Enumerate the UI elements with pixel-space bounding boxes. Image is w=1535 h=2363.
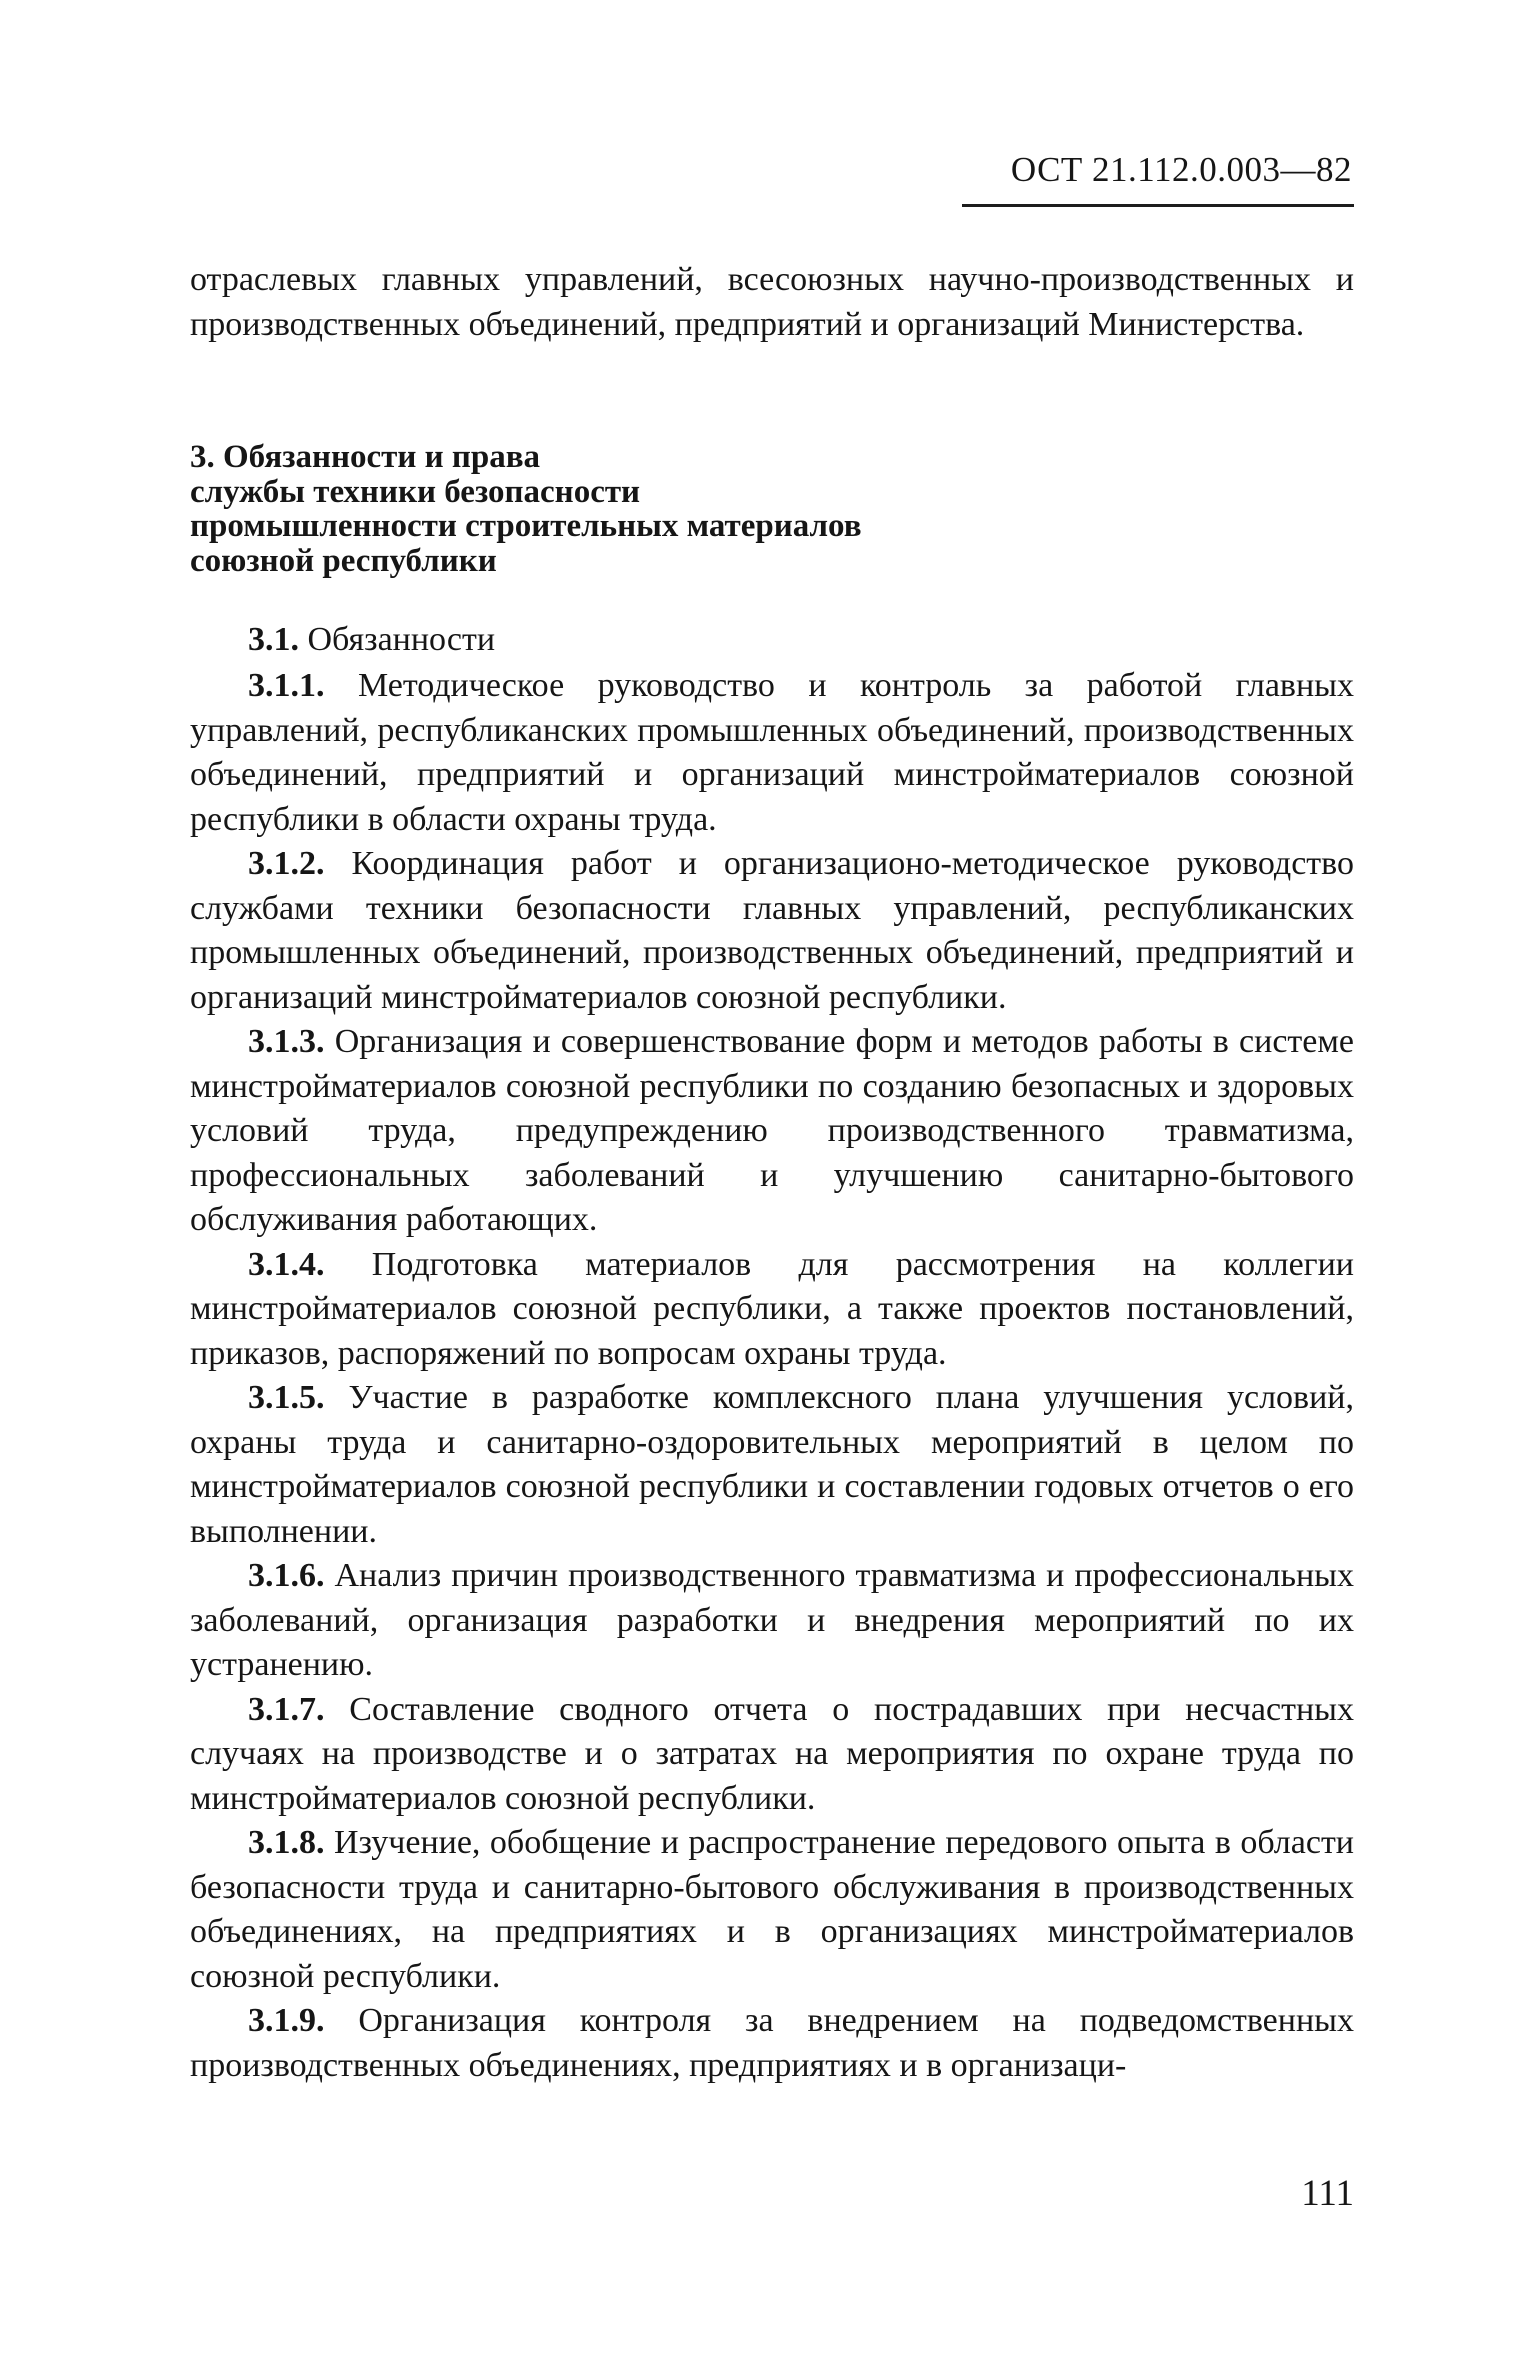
item-text: Составление сводного отчета о пострадавших при несчастных случаях на производстве и о затратах на мероприятия по охране труда по минстройматериалов союзной республики. (190, 1690, 1354, 1817)
item-number: 3.1.5. (248, 1379, 325, 1416)
item-number: 3.1.4. (248, 1245, 325, 1283)
item-number: 3.1.3. (248, 1023, 325, 1060)
list-item (190, 664, 1354, 842)
subsection-title: Обязанности (307, 621, 496, 658)
item-text: Участие в разработке комплексного плана улучшения условий, охраны труда и санитарно-оздоровительных мероприятий в целом по минстройматериалов союзной республики и составлении годовых отчетов о его выполнении. (190, 1379, 1355, 1550)
section-heading-line: службы техники безопасности (190, 473, 641, 510)
list-item (190, 1376, 1354, 1554)
intro-paragraph: отраслевых главных управлений, всесоюзных научно-производственных и производственных объединений, предприятий и организаций Министерства. (190, 261, 1354, 343)
section-heading (190, 440, 1090, 578)
item-text: Организация и совершенствование форм и методов работы в системе минстройматериалов союзной республики по созданию безопасных и здоровых условий труда, предупреждению производственного травматизма, профессиональных заболеваний и улучшению санитарно-бытового обслуживания работающих. (190, 1023, 1354, 1238)
list-item (190, 1243, 1354, 1377)
item-text: Организация контроля за внедрением на подведомственных производственных объединениях, предприятиях и в организаци- (190, 2002, 1354, 2084)
document-code: ОСТ 21.112.0.003—82 (1010, 150, 1352, 189)
section-heading-line: промышленности строительных материалов (190, 508, 862, 544)
list-item (190, 1688, 1354, 1822)
intro-block (190, 258, 1354, 347)
item-number: 3.1.6. (248, 1557, 325, 1594)
section-heading-line: союзной республики (190, 542, 497, 579)
item-text: Подготовка материалов для рассмотрения на коллегии минстройматериалов союзной республики, а также проектов постановлений, приказов, распоряжений по вопросам охраны труда. (190, 1245, 1355, 1372)
header-rule (962, 204, 1354, 207)
item-number: 3.1.9. (248, 2002, 325, 2039)
page-number: 111 (1301, 2173, 1354, 2214)
subsection-number: 3.1. (248, 621, 299, 658)
item-text: Методическое руководство и контроль за работой главных управлений, республиканских промышленных объединений, производственных объединений, предприятий и организаций минстройматериалов союзной республики в области охраны труда. (190, 667, 1355, 838)
item-text: Анализ причин производственного травматизма и профессиональных заболеваний, организация разработки и внедрения мероприятий по их устранению. (190, 1557, 1354, 1683)
list-item (190, 842, 1354, 1020)
section-heading-line: 3. Обязанности и права (190, 439, 541, 475)
item-number: 3.1.7. (248, 1690, 325, 1728)
item-number: 3.1.8. (248, 1824, 325, 1861)
item-number: 3.1.1. (248, 667, 325, 704)
list-item (190, 1020, 1354, 1243)
list-item (190, 1999, 1354, 2088)
item-number: 3.1.2. (248, 845, 325, 882)
items-list (190, 664, 1354, 2088)
list-item (190, 1821, 1354, 1999)
list-item (190, 1554, 1354, 1688)
item-text: Изучение, обобщение и распространение передового опыта в области безопасности труда и санитарно-бытового обслуживания в производственных объединениях, на предприятиях и в организациях минстройматериалов союзной республики. (190, 1824, 1354, 1995)
item-text: Координация работ и организационо-методическое руководство службами техники безопасности главных управлений, республиканских промышленных объединений, производственных объединений, предприятий и организаций минстройматериалов союзной республики. (190, 845, 1354, 1016)
subsection-heading (248, 618, 495, 662)
